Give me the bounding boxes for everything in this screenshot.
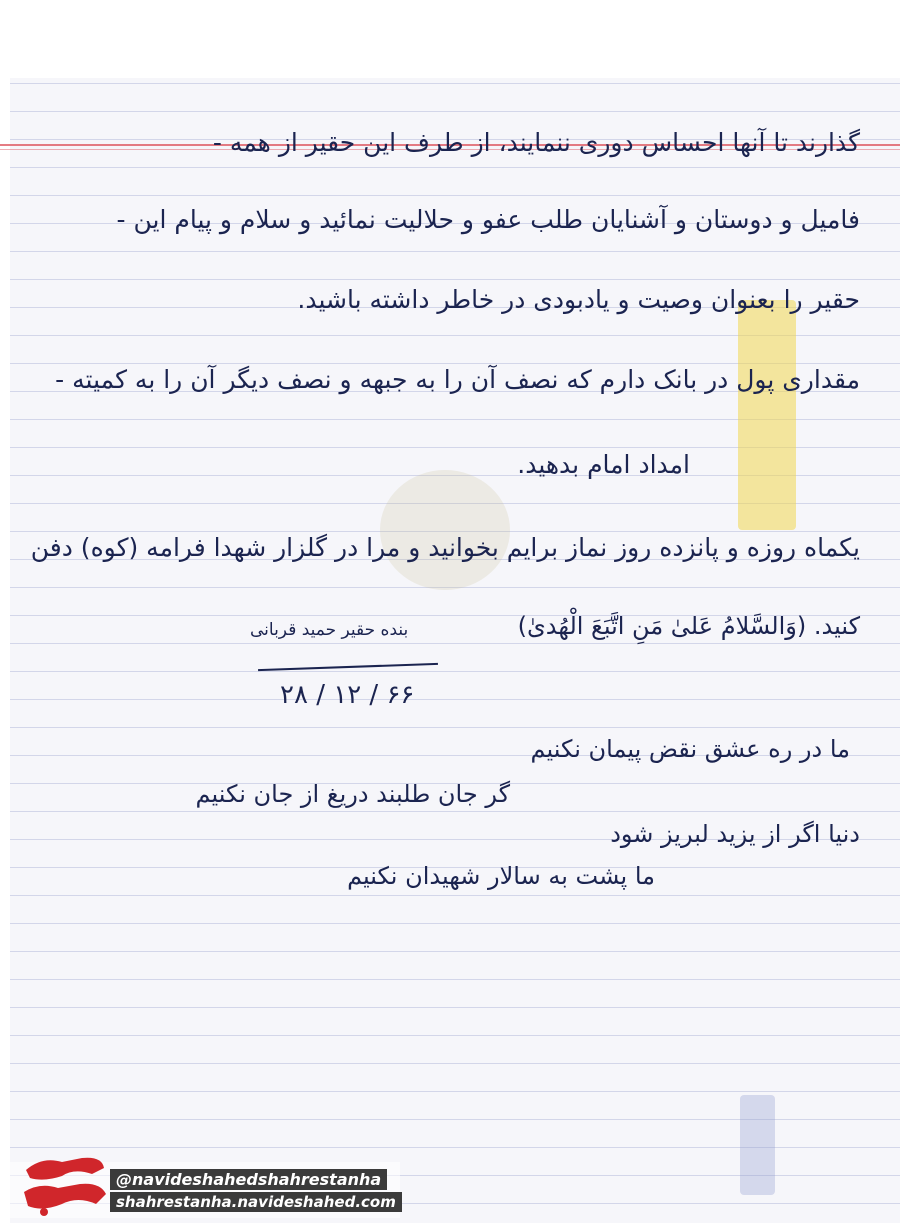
letter-line-7: کنید. (وَالسَّلامُ عَلیٰ مَنِ اتَّبَعَ الْهُدیٰ)	[517, 612, 860, 640]
poem-line-1: ما در ره عشق نقض پیمان نکنیم	[530, 735, 850, 763]
logo-shape-top	[26, 1158, 104, 1180]
logo-shape-bottom	[24, 1184, 106, 1209]
logo-dot	[40, 1208, 48, 1216]
paper-stain	[380, 470, 510, 590]
letter-line-2: فامیل و دوستان و آشنایان طلب عفو و حلالیت نمائید و سلام و پیام این -	[116, 205, 860, 234]
letter-line-1: گذارند تا آنها احساس دوری ننمایند، از طرف این حقیر از همه -	[212, 128, 860, 157]
poem-line-2: گر جان طلبند دریغ از جان نکنیم	[195, 780, 510, 808]
signature: بنده حقیر حمید قربانی	[250, 620, 409, 640]
letter-line-6: یکماه روزه و پانزده روز نماز برایم بخوانید و مرا در گلزار شهدا فرامه (کوه) دفن	[30, 533, 860, 562]
navideshahed-logo-icon	[22, 1152, 108, 1218]
letter-line-5: امداد امام بدهید.	[517, 450, 690, 479]
clear-tape	[740, 1095, 775, 1195]
watermark-handle: @navideshahedshahrestanha	[110, 1169, 387, 1190]
yellow-tape	[738, 300, 796, 530]
watermark-site: shahrestanha.navideshahed.com	[110, 1192, 402, 1212]
poem-line-4: ما پشت به سالار شهیدان نکنیم	[347, 862, 655, 890]
letter-line-4: مقداری پول در بانک دارم که نصف آن را به جبهه و نصف دیگر آن را به کمیته -	[55, 365, 860, 394]
letter-line-3: حقیر را بعنوان وصیت و یادبودی در خاطر داشته باشید.	[297, 285, 860, 314]
paper-left-edge	[0, 0, 10, 1223]
letter-date: ۶۶ / ۱۲ / ۲۸	[280, 680, 415, 710]
poem-line-3: دنیا اگر از یزید لبریز شود	[610, 820, 860, 848]
paper-top-margin	[0, 0, 900, 78]
